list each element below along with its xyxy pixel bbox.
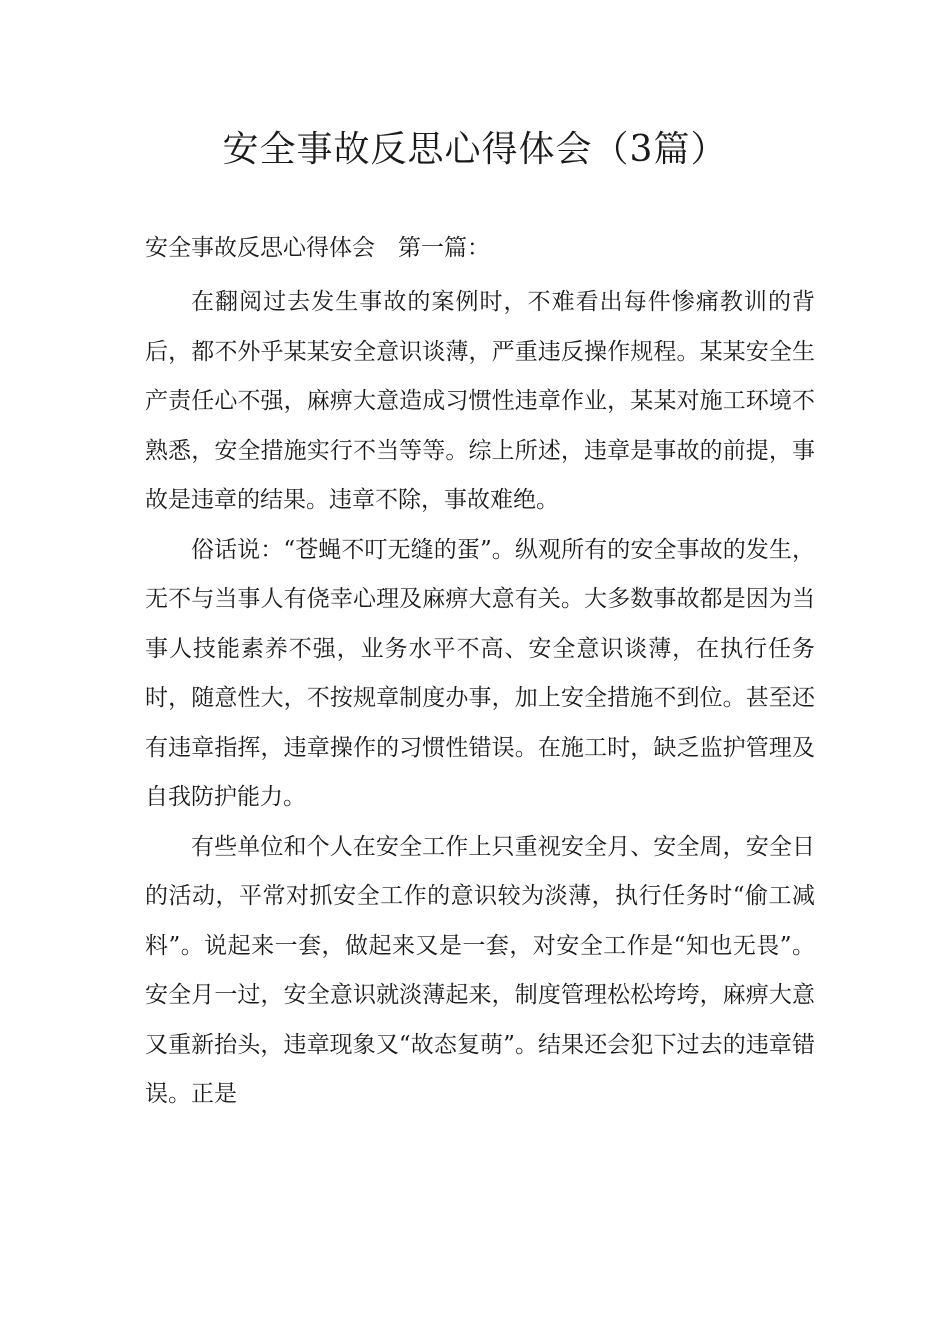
paragraph-3: 有些单位和个人在安全工作上只重视安全月、安全周，安全日的活动，平常对抓安全工作的意识较为淡薄，执行任务时“偷工减料”。说起来一套，做起来又是一套，对安全工作是“知也无畏”。安全月一过，安全意识就淡薄起来，制度管理松松垮垮，麻痹大意又重新抬头，违章现象又“故态复萌”。结果还会犯下过去的违章错误。正是	[145, 833, 815, 1107]
document-body	[145, 278, 815, 1120]
paragraph-2: 俗话说：“苍蝇不叮无缝的蛋”。纵观所有的安全事故的发生，无不与当事人有侥幸心理及麻痹大意有关。大多数事故都是因为当事人技能素养不强，业务水平不高、安全意识谈薄，在执行任务时，随意性大，不按规章制度办事，加上安全措施不到位。甚至还有违章指挥，违章操作的习惯性错误。在施工时，缺乏监护管理及自我防护能力。	[145, 536, 815, 810]
document-title: 安全事故反思心得体会（3篇）	[222, 129, 728, 170]
paragraph-1: 在翻阅过去发生事故的案例时，不难看出每件惨痛教训的背后，都不外乎某某安全意识谈薄，严重违反操作规程。某某安全生产责任心不强，麻痹大意造成习惯性违章作业，某某对施工环境不熟悉，安全措施实行不当等等。综上所述，违章是事故的前提，事故是违章的结果。违章不除，事故难绝。	[145, 289, 815, 513]
section-heading: 安全事故反思心得体会 第一篇：	[145, 235, 490, 261]
